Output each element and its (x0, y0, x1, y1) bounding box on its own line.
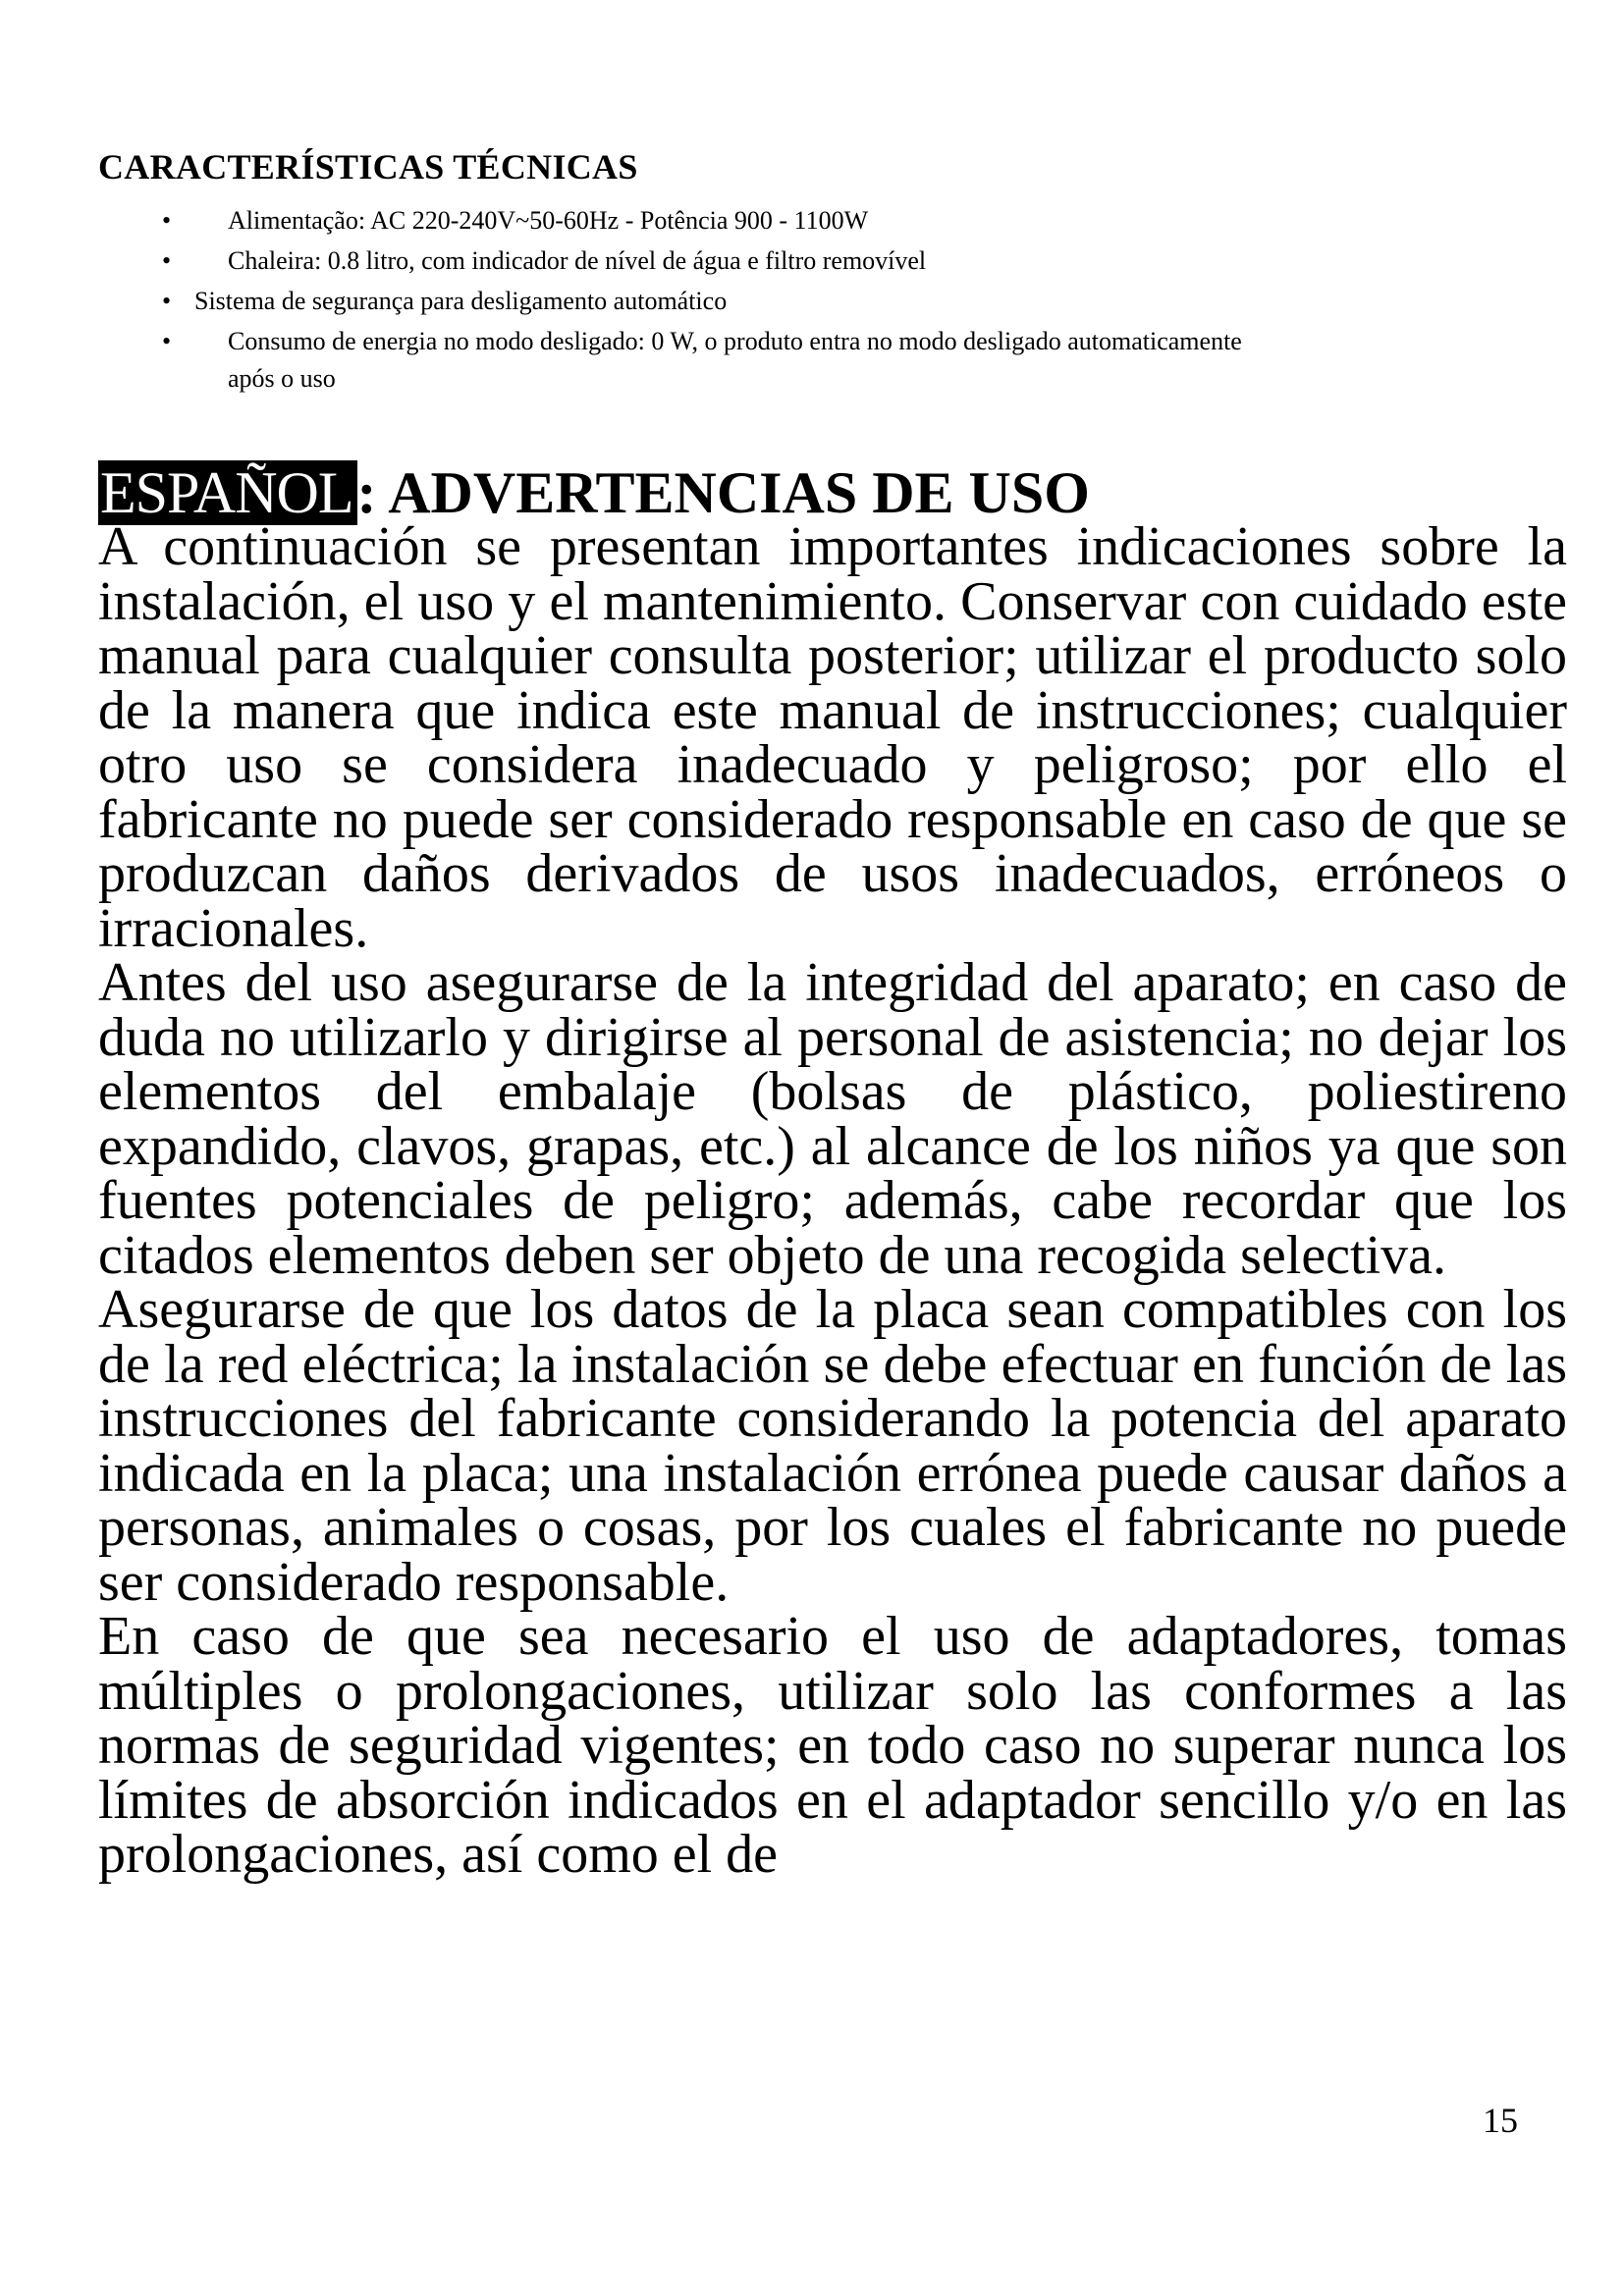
manual-page: CARACTERÍSTICAS TÉCNICAS • Alimentação: AC 220-240V~50-60Hz - Potência 900 - 1100W • Chaleira: 0.8 litro, com indicador de nível de água e filtro removível • Sistema de segurança para desligamento automático • Consumo de energia no modo desligado: 0 W, o produto entra no modo desligado automaticamente após o uso ESPAÑOL: ADVERTENCIAS DE USO A continuación se presentan importantes indicaciones sobre la instalación, el uso y el mantenimiento. Conservar con cuidado este manual para cualquier consulta posterior; utilizar el producto solo de la manera que indica este manual de instrucciones; cualquier otro uso se considera inadecuado y peligroso; por ello el fabricante no puede ser considerado responsable en caso de que se produzcan daños derivados de usos inadecuados, erróneos o irracionales. Antes del uso asegurarse de la integridad del aparato; en caso de duda no utilizarlo y dirigirse al personal de asistencia; no dejar los elementos del embalaje (bolsas de plástico, poliestireno expandido, clavos, grapas, etc.) al alcance de los niños ya que son fuentes potenciales de peligro; además, cabe recordar que los citados elementos deben ser objeto de una recogida selectiva. Asegurarse de que los datos de la placa sean compatibles con los de la red eléctrica; la instalación se debe efectuar en función de las instrucciones del fabricante considerando la potencia del aparato indicada en la placa; una instalación errónea puede causar daños a personas, animales o cosas, por los cuales el fabricante no puede ser considerado responsable. En caso de que sea necesario el uso de adaptadores, tomas múltiples o prolongaciones, utilizar solo las conformes a las normas de seguridad vigentes; en todo caso no superar nunca los límites de absorción indicados en el adaptador sencillo y/o en las prolongaciones, así como el de 15 (0, 0, 1624, 2296)
bullet-icon: • (162, 246, 172, 275)
bullet-icon: • (162, 206, 172, 235)
paragraph: A continuación se presentan importantes indicaciones sobre la instalación, el uso y el mantenimiento. Conservar con cuidado este manual para cualquier consulta posterior; utilizar el producto solo de la manera que indica este manual de instrucciones; cualquier otro uso se considera inadecuado y peligroso; por ello el fabricante no puede ser considerado responsable en caso de que se produzcan daños derivados de usos inadecuados, erróneos o irracionales. (98, 516, 1567, 959)
body-text (98, 516, 1571, 1885)
bullet-icon: • (162, 327, 172, 355)
paragraph: Asegurarse de que los datos de la placa sean compatibles con los de la red eléctrica; la instalación se debe efectuar en función de las instrucciones del fabricante considerando la potencia del aparato indicada en la placa; una instalación errónea puede causar daños a personas, animales o cosas, por los cuales el fabricante no puede ser considerado responsable. (98, 1279, 1567, 1613)
language-tag: ESPAÑOL (98, 460, 357, 525)
section-title: ADVERTENCIAS DE USO (388, 460, 1090, 525)
heading-separator: : (356, 460, 377, 525)
page-number: 15 (1483, 2101, 1518, 2140)
bullet-icon: • (162, 287, 172, 315)
spec-item-continuation: após o uso (228, 364, 336, 393)
paragraph: En caso de que sea necesario el uso de adaptadores, tomas múltiples o prolongaciones, utilizar solo las conformes a las normas de seguridad vigentes; en todo caso no superar nunca los límites de absorción indicados en el adaptador sencillo y/o en las prolongaciones, así como el de (98, 1606, 1567, 1885)
specs-title: CARACTERÍSTICAS TÉCNICAS (98, 147, 638, 187)
paragraph: Antes del uso asegurarse de la integridad del aparato; en caso de duda no utilizarlo y dirigirse al personal de asistencia; no dejar los elementos del embalaje (bolsas de plástico, poliestireno expandido, clavos, grapas, etc.) al alcance de los niños ya que son fuentes potenciales de peligro; además, cabe recordar que los citados elementos deben ser objeto de una recogida selectiva. (98, 952, 1567, 1286)
